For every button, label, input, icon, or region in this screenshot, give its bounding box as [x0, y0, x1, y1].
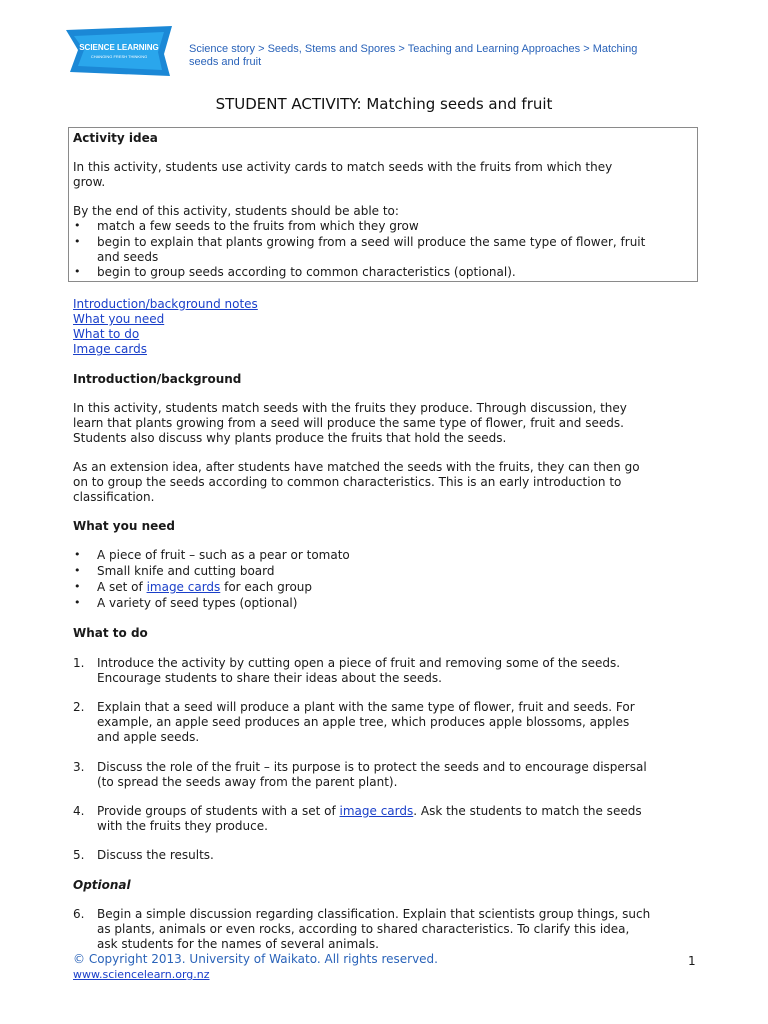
bullet-icon: • — [74, 548, 81, 561]
need-item-3 — [97, 580, 312, 595]
logo-title: SCIENCE LEARNING — [79, 43, 159, 52]
step-4-line-1 — [97, 804, 642, 819]
page-number: 1 — [688, 954, 696, 968]
need-item-3-post: for each group — [220, 580, 313, 594]
step-number-4: 4. — [73, 804, 85, 818]
breadcrumb-line-2[interactable]: seeds and fruit — [189, 55, 262, 68]
toc-link-image-cards[interactable]: Image cards — [73, 342, 147, 356]
step-number-1: 1. — [73, 656, 85, 670]
bullet-icon: • — [74, 564, 81, 577]
need-item-4: A variety of seed types (optional) — [97, 596, 298, 610]
science-learning-logo[interactable] — [64, 24, 174, 78]
activity-bullet-3: begin to group seeds according to common characteristics (optional). — [97, 265, 516, 279]
step-5-line-1: Discuss the results. — [97, 848, 214, 862]
activity-idea-heading: Activity idea — [73, 131, 158, 145]
step-number-5: 5. — [73, 848, 85, 862]
footer-website-link[interactable]: www.sciencelearn.org.nz — [73, 968, 210, 981]
step-number-2: 2. — [73, 700, 85, 714]
intro-p1-line-3: Students also discuss why plants produce the fruits that hold the seeds. — [73, 431, 507, 445]
intro-p2-line-1: As an extension idea, after students have matched the seeds with the fruits, they can then go — [73, 460, 640, 474]
footer-copyright: © Copyright 2013. University of Waikato. All rights reserved. — [73, 952, 438, 966]
bullet-icon: • — [74, 265, 81, 278]
activity-intro-line-1: In this activity, students use activity cards to match seeds with the fruits from which they — [73, 160, 613, 174]
step-4-pre: Provide groups of students with a set of — [97, 804, 340, 818]
step-6-line-2: as plants, animals or even rocks, according to shared characteristics. To clarify this idea, — [97, 922, 630, 936]
breadcrumb-line-1[interactable]: Science story > Seeds, Stems and Spores > Teaching and Learning Approaches > Matching — [189, 43, 638, 55]
need-item-3-pre: A set of — [97, 580, 147, 594]
bullet-icon: • — [74, 219, 81, 232]
page-title: STUDENT ACTIVITY: Matching seeds and fruit — [215, 95, 553, 113]
step-2-line-1: Explain that a seed will produce a plant with the same type of flower, fruit and seeds. For — [97, 700, 635, 714]
step-3-line-2: (to spread the seeds away from the parent plant). — [97, 775, 398, 789]
bullet-icon: • — [74, 580, 81, 593]
step-1-line-1: Introduce the activity by cutting open a piece of fruit and removing some of the seeds. — [97, 656, 621, 670]
activity-bullet-2-line-1: begin to explain that plants growing from a seed will produce the same type of flower, fruit — [97, 235, 646, 249]
step-4-line-2: with the fruits they produce. — [97, 819, 268, 833]
need-item-2: Small knife and cutting board — [97, 564, 275, 578]
step-2-line-2: example, an apple seed produces an apple tree, which produces apple blossoms, apples — [97, 715, 630, 729]
activity-intro-line-2: grow. — [73, 175, 106, 189]
toc-link-introduction[interactable]: Introduction/background notes — [73, 297, 258, 311]
optional-heading: Optional — [73, 878, 131, 892]
image-cards-link[interactable]: image cards — [146, 580, 221, 594]
breadcrumb[interactable] — [189, 43, 689, 68]
step-4-post: . Ask the students to match the seeds — [413, 804, 642, 818]
activity-bullet-2-line-2: and seeds — [97, 250, 159, 264]
step-number-6: 6. — [73, 907, 85, 921]
step-6-line-3: ask students for the names of several animals. — [97, 937, 379, 951]
need-item-1: A piece of fruit – such as a pear or tomato — [97, 548, 350, 562]
bullet-icon: • — [74, 235, 81, 248]
step-1-line-2: Encourage students to share their ideas about the seeds. — [97, 671, 442, 685]
intro-p2-line-3: classification. — [73, 490, 155, 504]
logo-tagline: CHANGING FRESH THINKING — [90, 54, 148, 59]
step-2-line-3: and apple seeds. — [97, 730, 200, 744]
activity-able-line: By the end of this activity, students should be able to: — [73, 204, 399, 218]
step-6-line-1: Begin a simple discussion regarding classification. Explain that scientists group things, such — [97, 907, 651, 921]
toc-link-what-to-do[interactable]: What to do — [73, 327, 140, 341]
step-number-3: 3. — [73, 760, 85, 774]
image-cards-link[interactable]: image cards — [339, 804, 414, 818]
step-3-line-1: Discuss the role of the fruit – its purpose is to protect the seeds and to encourage dispersal — [97, 760, 647, 774]
todo-heading: What to do — [73, 626, 148, 640]
need-heading: What you need — [73, 519, 175, 533]
intro-p1-line-2: learn that plants growing from a seed will produce the same type of flower, fruit and seeds. — [73, 416, 624, 430]
bullet-icon: • — [74, 596, 81, 609]
intro-p2-line-2: on to group the seeds according to common characteristics. This is an early introduction to — [73, 475, 622, 489]
activity-bullet-1: match a few seeds to the fruits from which they grow — [97, 219, 419, 233]
intro-heading: Introduction/background — [73, 372, 242, 386]
intro-p1-line-1: In this activity, students match seeds with the fruits they produce. Through discussion, they — [73, 401, 627, 415]
toc-link-what-you-need[interactable]: What you need — [73, 312, 165, 326]
